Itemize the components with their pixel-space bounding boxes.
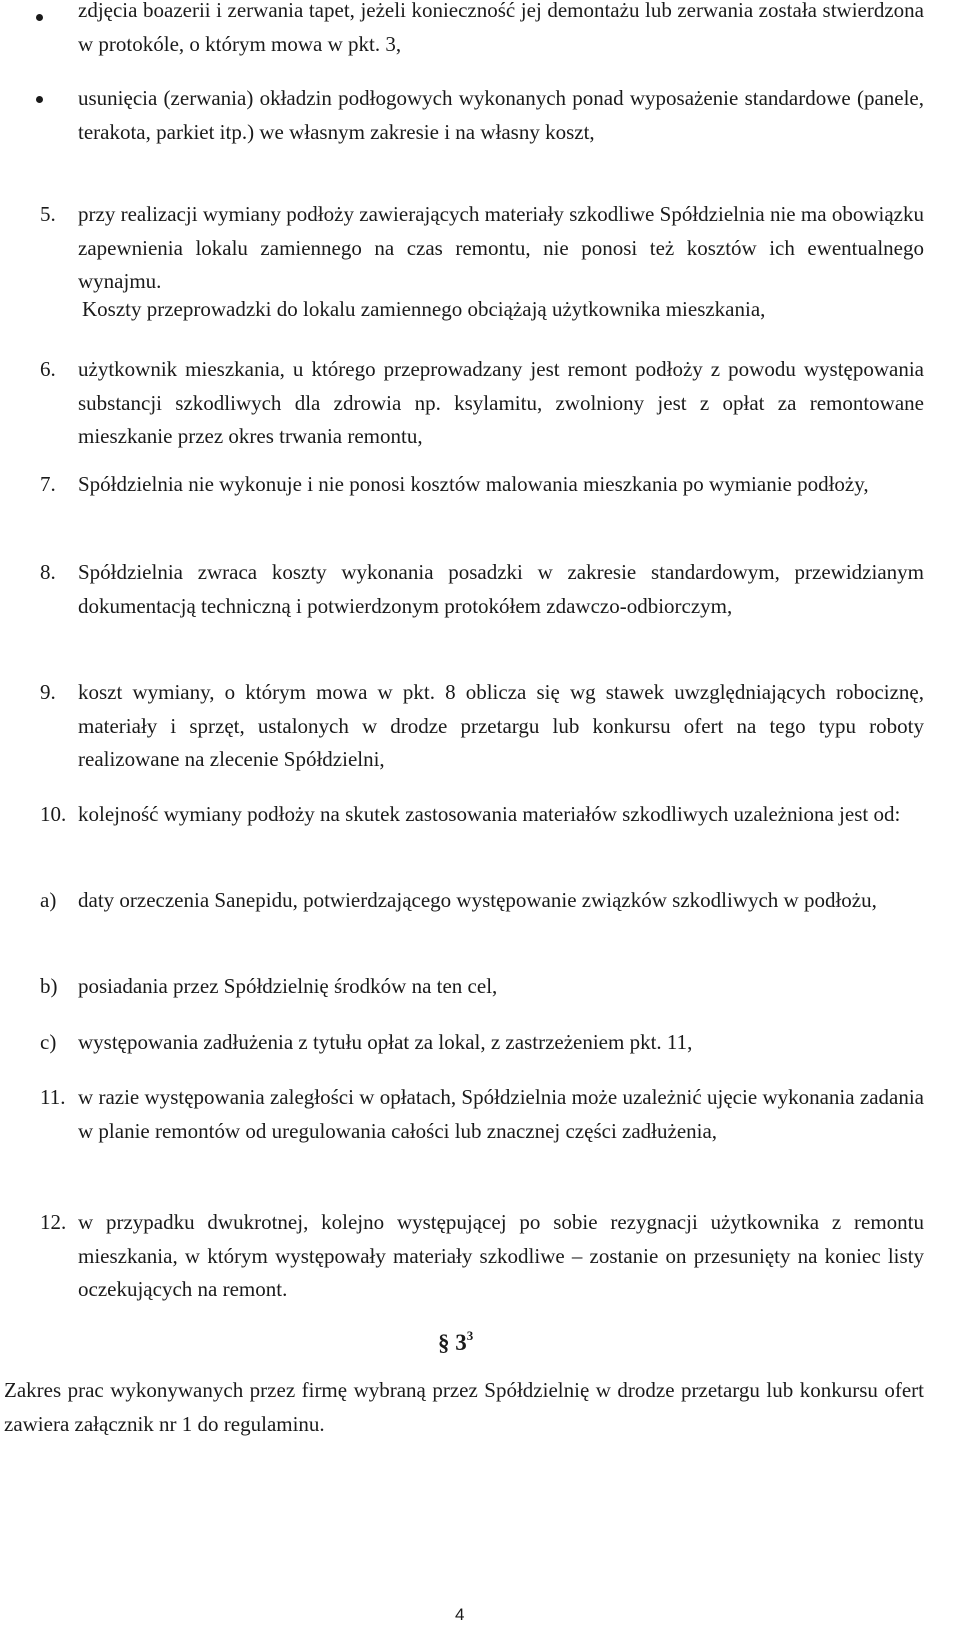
item-12-number: 12. [40, 1210, 67, 1234]
bullet-icon [36, 14, 43, 21]
item-6-text: użytkownik mieszkania, u którego przeprowadzany jest remont podłoży z powodu występowania substancji szkodliwych dla zdrowia np. ksylamitu, zwolniony jest z opłat za remontowane mieszkanie przez okres trwania remontu, [78, 357, 924, 448]
item-6-number: 6. [40, 357, 56, 381]
bullet-item-1-text: zdjęcia boazerii i zerwania tapet, jeżeli konieczność jej demontażu lub zerwania została stwierdzona w protokóle, o którym mowa w pkt. 3, [78, 0, 924, 56]
item-8 [78, 556, 924, 623]
section-superscript: 3 [466, 1328, 474, 1343]
item-5-text: przy realizacji wymiany podłoży zawierających materiały szkodliwe Spółdzielnia nie ma obowiązku zapewnienia lokalu zamiennego na czas remontu, nie ponosi też kosztów ich ewentualnego wynajmu. [78, 202, 924, 293]
item-10 [78, 798, 924, 832]
item-7-text: Spółdzielnia nie wykonuje i nie ponosi kosztów malowania mieszkania po wymianie podłoży, [78, 472, 869, 496]
section-heading [438, 1321, 473, 1358]
sub-item-b-text: posiadania przez Spółdzielnię środków na ten cel, [78, 974, 498, 998]
sub-item-c-text: występowania zadłużenia z tytułu opłat za lokal, z zastrzeżeniem pkt. 11, [78, 1030, 693, 1054]
sub-item-c [78, 1026, 924, 1060]
item-11-text: w razie występowania zaległości w opłatach, Spółdzielnia może uzależnić ujęcie wykonania zadania w planie remontów od uregulowania całości lub znacznej części zadłużenia, [78, 1085, 924, 1143]
item-7 [78, 468, 924, 502]
item-9-number: 9. [40, 680, 56, 704]
item-11 [78, 1081, 924, 1148]
item-6 [78, 353, 924, 454]
bullet-item-2 [78, 82, 924, 149]
section-symbol: § [438, 1330, 450, 1355]
item-8-text: Spółdzielnia zwraca koszty wykonania posadzki w zakresie standardowym, przewidzianym dokumentacją techniczną i potwierdzonym protokółem zdawczo-odbiorczym, [78, 560, 924, 618]
bullet-item-1 [78, 0, 924, 61]
page-number: 4 [455, 1605, 465, 1624]
sub-item-a [78, 884, 924, 918]
item-12-text: w przypadku dwukrotnej, kolejno występującej po sobie rezygnacji użytkownika z remontu mieszkania, w którym występowały materiały szkodliwe – zostanie on przesunięty na koniec listy oczekujących na remont. [78, 1210, 924, 1301]
item-12 [78, 1206, 924, 1307]
closing-paragraph-text: Zakres prac wykonywanych przez firmę wybraną przez Spółdzielnię w drodze przetargu lub konkursu ofert zawiera załącznik nr 1 do regulaminu. [4, 1378, 924, 1436]
closing-paragraph [4, 1374, 924, 1441]
item-11-number: 11. [40, 1085, 66, 1109]
item-7-number: 7. [40, 472, 56, 496]
item-5 [78, 198, 924, 299]
sub-item-a-letter: a) [40, 888, 57, 912]
item-5-number: 5. [40, 202, 56, 226]
sub-item-a-text: daty orzeczenia Sanepidu, potwierdzającego występowanie związków szkodliwych w podłożu, [78, 888, 877, 912]
sub-item-b [78, 970, 924, 1004]
bullet-icon [36, 96, 43, 103]
sub-item-b-letter: b) [40, 974, 58, 998]
item-9 [78, 676, 924, 777]
relocation-note: Koszty przeprowadzki do lokalu zamiennego obciążają użytkownika mieszkania, [82, 297, 766, 321]
item-8-number: 8. [40, 560, 56, 584]
item-10-number: 10. [40, 802, 67, 826]
section-number: 3 [455, 1330, 467, 1355]
sub-item-c-letter: c) [40, 1030, 57, 1054]
item-9-text: koszt wymiany, o którym mowa w pkt. 8 oblicza się wg stawek uwzględniających robociznę, materiały i sprzęt, ustalonych w drodze przetargu lub konkursu ofert na tego typu roboty realizowane na zlecenie Spółdzielni, [78, 680, 924, 771]
bullet-item-2-text: usunięcia (zerwania) okładzin podłogowych wykonanych ponad wyposażenie standardowe (panele, terakota, parkiet itp.) we własnym zakresie i na własny koszt, [78, 86, 924, 144]
item-10-text: kolejność wymiany podłoży na skutek zastosowania materiałów szkodliwych uzależniona jest od: [78, 802, 901, 826]
